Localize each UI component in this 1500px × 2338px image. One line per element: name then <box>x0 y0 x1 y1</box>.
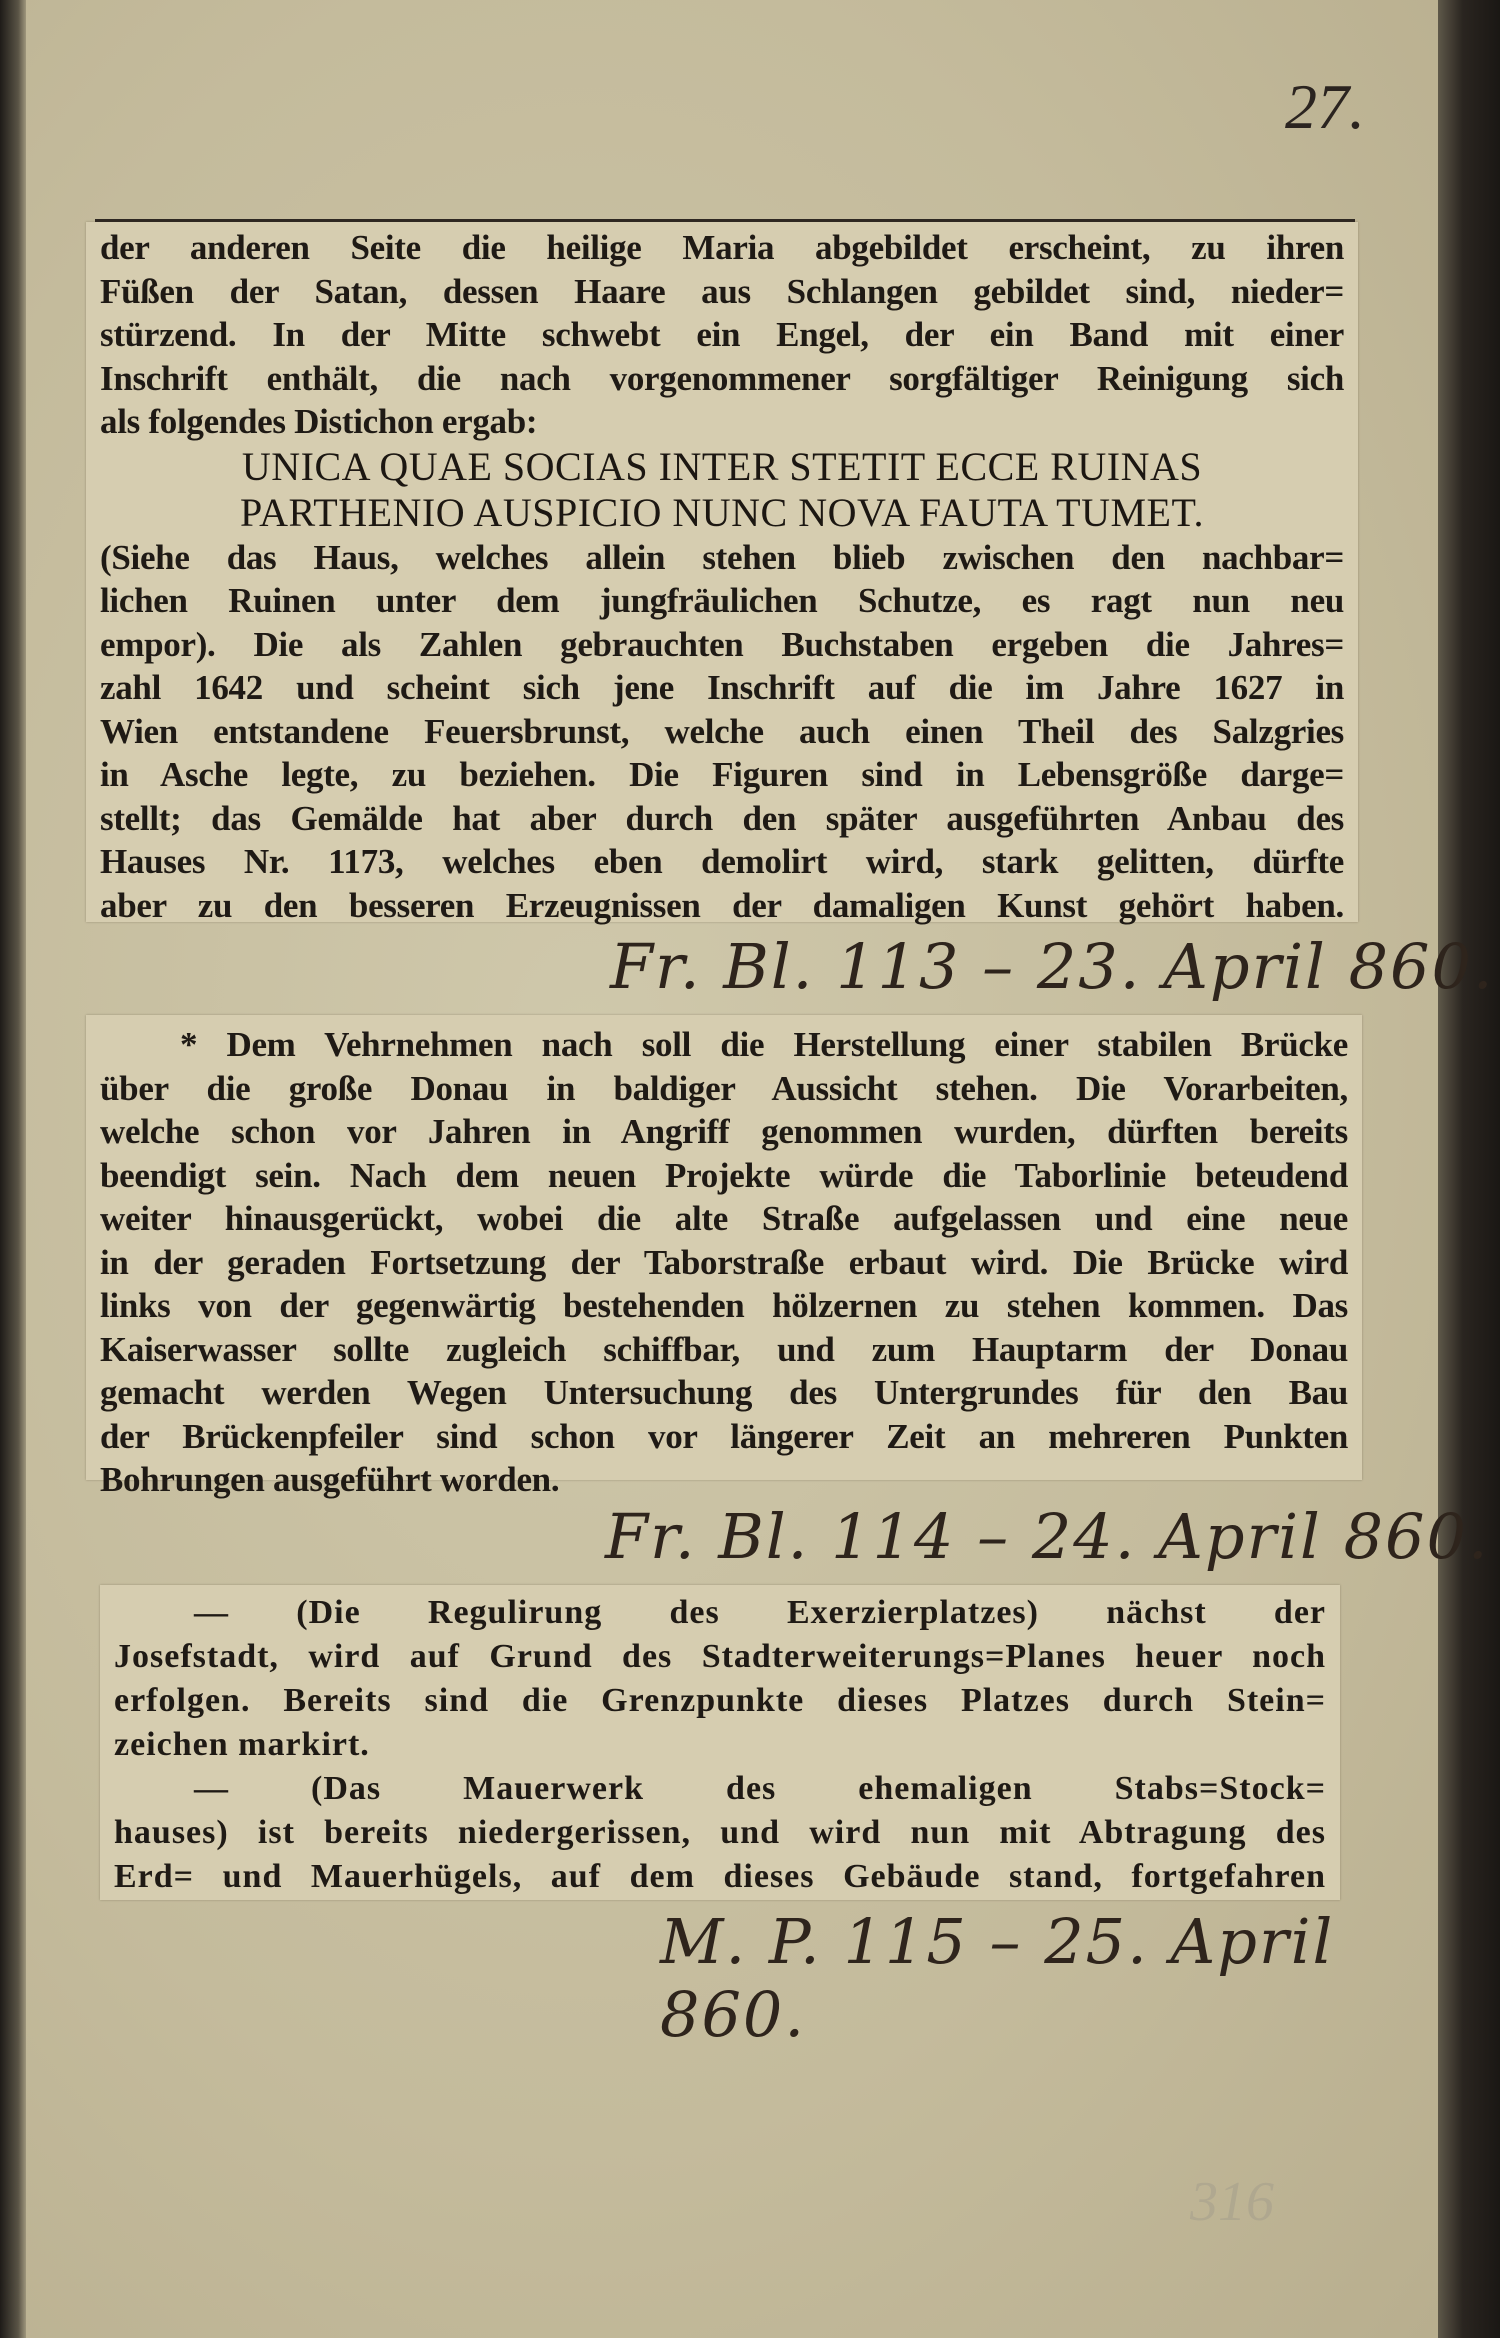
text-line: Josefstadt, wird auf Grund des Stadterweiterungs=Planes heuer noch <box>114 1638 1326 1675</box>
latin-distich-line: UNICA QUAE SOCIAS INTER STETIT ECCE RUINAS <box>241 443 1203 489</box>
text-line: gemacht werden Wegen Untersuchung des Untergrundes für den Bau <box>100 1373 1348 1412</box>
text-line: weiter hinausgerückt, wobei die alte Straße aufgelassen und eine neue <box>100 1199 1348 1238</box>
text-line: Erd= und Mauerhügels, auf dem dieses Gebäude stand, fortgefahren <box>114 1858 1326 1895</box>
clipping-3 <box>100 1585 1340 1900</box>
text-line: zeichen markirt. <box>114 1726 370 1763</box>
handwritten-annotation: Fr. Bl. 114 – 24. April 860. <box>605 1500 1490 1573</box>
text-line: in Asche legte, zu beziehen. Die Figuren sind in Lebensgröße darge= <box>100 755 1344 794</box>
text-line: — (Die Regulirung des Exerzierplatzes) nächst der <box>194 1594 1326 1631</box>
text-line: stürzend. In der Mitte schwebt ein Engel, der ein Band mit einer <box>100 315 1344 354</box>
text-line: zahl 1642 und scheint sich jene Inschrift auf die im Jahre 1627 in <box>100 668 1344 707</box>
text-line: links von der gegenwärtig bestehenden hölzernen zu stehen kommen. Das <box>100 1286 1348 1325</box>
text-line: Füßen der Satan, dessen Haare aus Schlangen gebildet sind, nieder= <box>100 271 1344 311</box>
text-line: Wien entstandene Feuersbrunst, welche auch einen Theil des Salzgries <box>100 711 1344 751</box>
handwritten-annotation: Fr. Bl. 113 – 23. April 860. <box>610 930 1495 1003</box>
text-line: als folgendes Distichon ergab: <box>100 402 538 441</box>
text-line: Inschrift enthält, die nach vorgenommener sorgfältiger Reinigung sich <box>100 358 1344 398</box>
page-number: 27. <box>1285 71 1365 142</box>
text-line: Hauses Nr. 1173, welches eben demolirt wird, stark gelitten, dürfte <box>100 842 1344 881</box>
text-line: stellt; das Gemälde hat aber durch den später ausgeführten Anbau des <box>100 798 1344 838</box>
clipping-1 <box>86 222 1358 925</box>
text-line: über die große Donau in baldiger Aussicht stehen. Die Vorarbeiten, <box>100 1068 1348 1108</box>
handwritten-annotation: M. P. 115 – 25. April 860. <box>660 1905 1335 2051</box>
text-line: in der geraden Fortsetzung der Taborstraße erbaut wird. Die Brücke wird <box>100 1242 1348 1282</box>
text-line: welche schon vor Jahren in Angriff genommen wurden, dürften bereits <box>100 1112 1348 1151</box>
text-line: aber zu den besseren Erzeugnissen der damaligen Kunst gehört haben. <box>100 885 1344 925</box>
text-line: * Dem Vehrnehmen nach soll die Herstellung einer stabilen Brücke <box>180 1025 1348 1064</box>
text-line: hauses) ist bereits niedergerissen, und wird nun mit Abtragung des <box>114 1814 1326 1851</box>
text-line: Kaiserwasser sollte zugleich schiffbar, und zum Hauptarm der Donau <box>100 1329 1348 1369</box>
text-line: der Brückenpfeiler sind schon vor längerer Zeit an mehreren Punkten <box>100 1416 1348 1456</box>
text-line: (Siehe das Haus, welches allein stehen blieb zwischen den nachbar= <box>100 537 1344 577</box>
pencil-mark: 316 <box>1190 2171 1274 2233</box>
text-line: empor). Die als Zahlen gebrauchten Buchstaben ergeben die Jahres= <box>100 624 1344 664</box>
text-line: erfolgen. Bereits sind die Grenzpunkte dieses Platzes durch Stein= <box>114 1682 1326 1719</box>
latin-distich-line: PARTHENIO AUSPICIO NUNC NOVA FAUTA TUMET. <box>240 489 1204 535</box>
clipping-2 <box>86 1015 1362 1499</box>
text-line: der anderen Seite die heilige Maria abgebildet erscheint, zu ihren <box>100 228 1344 267</box>
text-line: beendigt sein. Nach dem neuen Projekte würde die Taborlinie beteudend <box>100 1155 1348 1195</box>
text-line: Bohrungen ausgeführt worden. <box>100 1460 560 1499</box>
text-line: lichen Ruinen unter dem jungfräulichen Schutze, es ragt nun neu <box>100 581 1344 620</box>
text-line: — (Das Mauerwerk des ehemaligen Stabs=Stock= <box>194 1770 1326 1807</box>
book-gutter <box>0 0 26 2338</box>
